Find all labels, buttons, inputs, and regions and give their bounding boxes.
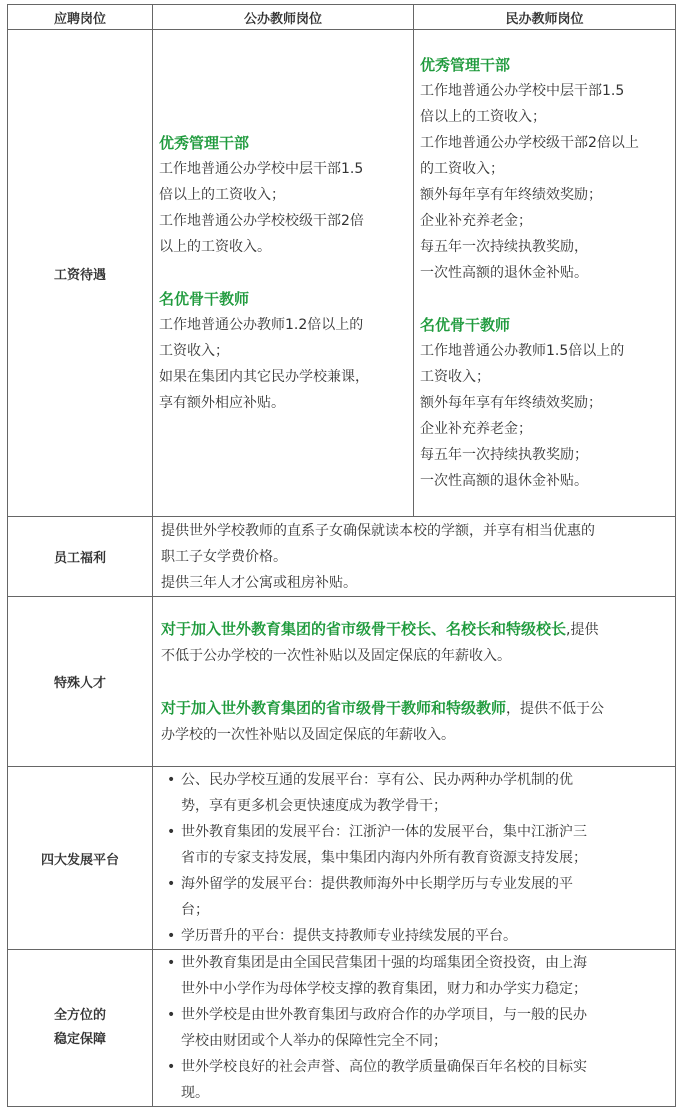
- private-line: 企业补充养老金；: [420, 213, 532, 229]
- list-item: • 学历晋升的平台：提供支持教师专业持续发展的平台。: [161, 923, 667, 949]
- public-line: 工资收入；: [159, 343, 229, 359]
- public-line: 工作地普通公办学校校级干部2倍: [159, 213, 364, 229]
- talent-paragraph-1: [161, 616, 667, 643]
- private-heading-managers: 优秀管理干部: [420, 56, 511, 74]
- guarantee-cell: [153, 950, 676, 1107]
- list-item: • 公、民办学校互通的发展平台：享有公、民办两种办学机制的优 势，享有更多机会更快速度成为教学骨干；: [161, 767, 667, 819]
- private-line: 的工资收入；: [420, 161, 504, 177]
- platforms-row: [8, 767, 676, 950]
- header-private-teacher: 民办教师岗位: [414, 5, 676, 30]
- talent-highlight: 对于加入世外教育集团的省市级骨干校长、名校长和特级校长: [161, 619, 567, 638]
- private-line: 倍以上的工资收入；: [420, 109, 546, 125]
- list-item: • 世外学校良好的社会声誉、高位的教学质量确保百年名校的目标实 现。: [161, 1054, 667, 1106]
- list-item: • 世外教育集团的发展平台：江浙沪一体的发展平台，集中江浙沪三 省市的专家支持发展，集中集团内海内外所有教育资源支持发展；: [161, 819, 667, 871]
- guarantee-label-line: 稳定保障: [53, 1032, 106, 1047]
- private-line: 一次性高额的退休金补贴。: [420, 265, 588, 281]
- public-line: 倍以上的工资收入；: [159, 187, 285, 203]
- header-position: 应聘岗位: [8, 5, 153, 30]
- recruitment-table: [7, 4, 676, 1107]
- private-heading-teachers: 名优骨干教师: [420, 316, 511, 334]
- list-item: • 世外学校是由世外教育集团与政府合作的办学项目，与一般的民办 学校由财团或个人举办的保障性完全不同；: [161, 1002, 667, 1054]
- list-item: • 世外教育集团是由全国民营集团十强的均瑶集团全资投资，由上海 世外中小学作为母体学校支撑的教育集团，财力和办学实力稳定；: [161, 950, 667, 1002]
- public-heading-managers: 优秀管理干部: [159, 134, 250, 152]
- list-item: • 海外留学的发展平台：提供教师海外中长期学历与专业发展的平 台；: [161, 871, 667, 923]
- public-line: 以上的工资收入。: [159, 239, 271, 255]
- salary-label: 工资待遇: [8, 30, 153, 517]
- private-line: 工作地普通公办学校中层干部1.5: [420, 83, 625, 99]
- public-line: 工作地普通公办学校中层干部1.5: [159, 161, 364, 177]
- platforms-label: 四大发展平台: [8, 767, 153, 950]
- talent-label: 特殊人才: [8, 597, 153, 767]
- welfare-line: 职工子女学费价格。: [161, 548, 287, 565]
- talent-cell: [153, 597, 676, 767]
- talent-highlight: 对于加入世外教育集团的省市级骨干教师和特级教师: [161, 698, 507, 717]
- guarantee-label: [8, 950, 153, 1107]
- public-heading-teachers: 名优骨干教师: [159, 290, 250, 308]
- salary-public-cell: [153, 30, 414, 517]
- private-line: 工作地普通公办教师1.5倍以上的: [420, 343, 625, 359]
- private-line: 额外每年享有年终绩效奖励；: [420, 187, 602, 203]
- public-line: 享有额外相应补贴。: [159, 395, 285, 411]
- private-line: 额外每年享有年终绩效奖励；: [420, 395, 602, 411]
- private-line: 企业补充养老金；: [420, 421, 532, 437]
- guarantee-list: [161, 950, 667, 1106]
- header-public-teacher: 公办教师岗位: [153, 5, 414, 30]
- private-line: 工作地普通公办学校级干部2倍以上: [420, 135, 639, 151]
- talent-row: [8, 597, 676, 767]
- private-line: 每五年一次持续执教奖励；: [420, 447, 588, 463]
- private-line: 工资收入；: [420, 369, 490, 385]
- welfare-line: 提供三年人才公寓或租房补贴。: [161, 574, 357, 591]
- platforms-list: [161, 767, 667, 949]
- salary-private-cell: [414, 30, 676, 517]
- salary-row: [8, 30, 676, 517]
- guarantee-row: [8, 950, 676, 1107]
- public-line: 工作地普通公办教师1.2倍以上的: [159, 317, 364, 333]
- talent-text: ，提供不低于公: [506, 700, 605, 717]
- talent-paragraph-2: [161, 695, 667, 722]
- private-line: 一次性高额的退休金补贴。: [420, 473, 588, 489]
- guarantee-label-line: 全方位的: [53, 1008, 106, 1023]
- talent-text: ,提供: [566, 621, 599, 638]
- welfare-line: 提供世外学校教师的直系子女确保就读本校的学额，并享有相当优惠的: [161, 522, 595, 539]
- welfare-cell: [153, 517, 676, 597]
- talent-line: 不低于公办学校的一次性补贴以及固定保底的年薪收入。: [161, 647, 511, 664]
- public-line: 如果在集团内其它民办学校兼课，: [159, 369, 369, 385]
- welfare-row: [8, 517, 676, 597]
- private-line: 每五年一次持续执教奖励，: [420, 239, 588, 255]
- platforms-cell: [153, 767, 676, 950]
- talent-line: 办学校的一次性补贴以及固定保底的年薪收入。: [161, 726, 455, 743]
- welfare-label: 员工福利: [8, 517, 153, 597]
- header-row: [8, 5, 676, 30]
